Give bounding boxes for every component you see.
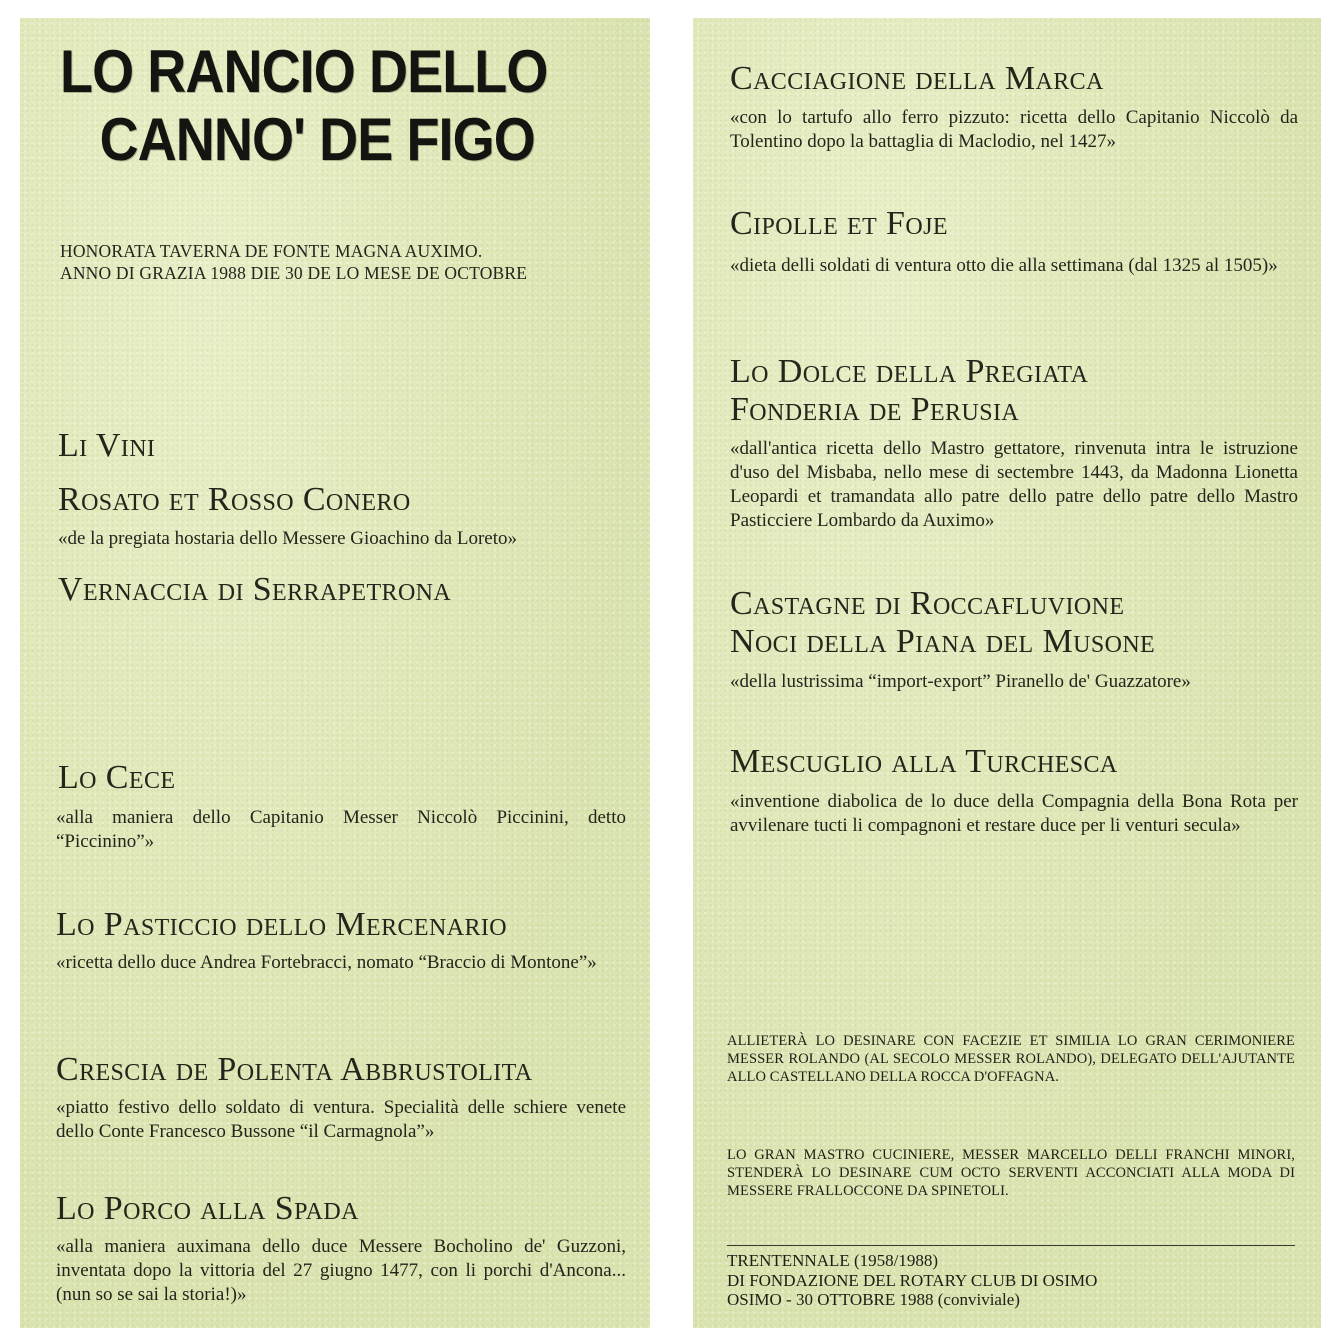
dolce-heading-line1: Lo Dolce della Pregiata <box>730 353 1089 390</box>
mescuglio-heading: Mescuglio alla Turchesca <box>730 743 1118 780</box>
castagne-desc: «della lustrissima “import-export” Piranello de' Guazzatore» <box>730 671 1191 692</box>
castagne-heading <box>730 585 1155 661</box>
dolce-desc: «dall'antica ricetta dello Mastro gettatore, rinvenuta intra le istruzione d'uso del Misbaba, nello mese di sectembre 1443, da Madonna Lionetta Leopardi et tramandata allo patre dello patre dello patre dello Mastro Pasticciere Lombardo da Auximo» <box>730 438 1298 531</box>
crescia-heading: Crescia de Polenta Abbrustolita <box>56 1051 533 1088</box>
pasticcio-desc: «ricetta dello duce Andrea Fortebracci, nomato “Braccio di Montone”» <box>56 952 597 973</box>
subtitle-line2: ANNO DI GRAZIA 1988 DIE 30 DE LO MESE DE OCTOBRE <box>60 263 528 283</box>
vini-item-rosato: Rosato et Rosso Conero <box>58 481 411 518</box>
porco-desc: «alla maniera auximana dello duce Messere Bocholino de' Guzzoni, inventata dopo la vittoria del 27 giugno 1477, con li porchi d'Ancona... (nun so se sai la storia!)» <box>56 1236 626 1305</box>
vini-item-rosato-desc: «de la pregiata hostaria dello Messere Gioachino da Loreto» <box>58 528 517 549</box>
castagne-heading-line2: Noci della Piana del Musone <box>730 623 1156 660</box>
footer <box>727 1251 1097 1310</box>
subtitle-line1: HONORATA TAVERNA DE FONTE MAGNA AUXIMO. <box>60 241 483 261</box>
footer-line2: DI FONDAZIONE DEL ROTARY CLUB DI OSIMO <box>727 1270 1098 1290</box>
mescuglio-desc: «inventione diabolica de lo duce della Compagnia della Bona Rota per avvilenare tucti li compagnoni et restare duce per li venturi secula» <box>730 791 1298 836</box>
cacciagione-heading: Cacciagione della Marca <box>730 60 1104 97</box>
cook-note: LO GRAN MASTRO CUCINIERE, MESSER MARCELLO DELLI FRANCHI MINORI, STENDERÀ LO DESINARE CUM OCTO SERVENTI ACCONCIATI ALLA MODA DI MESSERE FRALLOCCONE DA SPINETOLI. <box>727 1147 1295 1199</box>
menu-title <box>60 38 547 174</box>
cipolle-desc: «dieta delli soldati di ventura otto die alla settimana (dal 1325 al 1505)» <box>730 255 1278 276</box>
menu-title-line1: LO RANCIO DELLO <box>60 38 548 105</box>
vini-heading: Li Vini <box>58 427 156 464</box>
cacciagione-desc: «con lo tartufo allo ferro pizzuto: ricetta dello Capitanio Niccolò da Tolentino dopo la battaglia di Maclodio, nel 1427» <box>730 107 1298 152</box>
footer-line1: TRENTENNALE (1958/1988) <box>727 1251 939 1270</box>
footer-divider <box>727 1245 1295 1246</box>
cipolle-heading: Cipolle et Foje <box>730 205 948 242</box>
cece-heading: Lo Cece <box>58 759 176 796</box>
pasticcio-heading: Lo Pasticcio dello Mercenario <box>56 906 507 943</box>
dolce-heading <box>730 353 1088 429</box>
menu-title-line2: CANNO' DE FIGO <box>99 106 535 173</box>
crescia-desc: «piatto festivo dello soldato di ventura. Specialità delle schiere venete dello Conte Francesco Bussone “il Carmagnola”» <box>56 1097 626 1142</box>
vini-item-vernaccia: Vernaccia di Serrapetrona <box>58 571 452 608</box>
menu-subtitle <box>60 240 527 284</box>
footer-line3: OSIMO - 30 OTTOBRE 1988 (conviviale) <box>727 1290 1020 1309</box>
castagne-heading-line1: Castagne di Roccafluvione <box>730 585 1125 622</box>
porco-heading: Lo Porco alla Spada <box>56 1190 359 1227</box>
entertainment-note: ALLIETERÀ LO DESINARE CON FACEZIE ET SIMILIA LO GRAN CERIMONIERE MESSER ROLANDO (AL SECOLO MESSER ROLANDO), DELEGATO DELL'AJUTANTE ALLO CASTELLANO DELLA ROCCA D'OFFAGNA. <box>727 1033 1295 1085</box>
cece-desc: «alla maniera dello Capitanio Messer Niccolò Piccinini, detto “Piccinino”» <box>56 807 626 852</box>
dolce-heading-line2: Fonderia de Perusia <box>730 391 1020 428</box>
